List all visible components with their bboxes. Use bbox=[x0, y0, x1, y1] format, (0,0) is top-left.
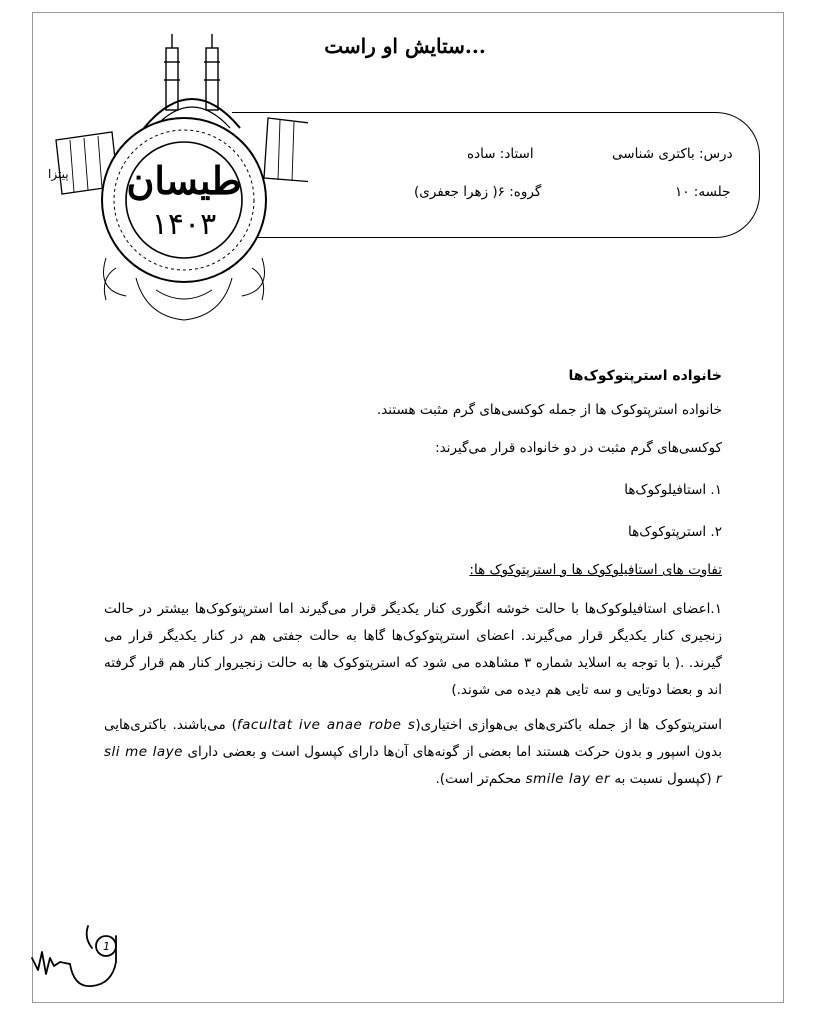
course-name: درس: باکتری شناسی bbox=[612, 146, 733, 162]
info-box bbox=[232, 112, 760, 238]
text-run: ) می‌باشند. باکتری‌هایی بدون اسپور و بدون حرکت هستند اما بعضی از گونه‌های آن‌ها دارای کپسول است و بعضی دارای bbox=[104, 717, 722, 760]
term-facultative: facultat ive anae robe s bbox=[236, 717, 416, 733]
session-number: جلسه: ۱۰ bbox=[675, 184, 731, 200]
paragraph-anaerobes bbox=[104, 712, 722, 793]
emblem-side-text: پیتزا bbox=[48, 167, 69, 181]
list-item: ۱. استافیلوکوک‌ها bbox=[624, 482, 722, 498]
emblem-title: طیسان bbox=[126, 158, 242, 203]
paragraph-intro: خانواده استرپتوکوک ها از جمله کوکسی‌های گرم مثبت هستند. bbox=[376, 402, 722, 418]
page-title: ستایش او راست... bbox=[324, 34, 486, 58]
paragraph-differences: ۱.اعضای استافیلوکوک‌ها با حالت خوشه انگوری کنار یکدیگر قرار می‌گیرند اما استرپتوکوک‌ها بیشتر در حالت زنجیری کنار یکدیگر قرار می‌گیرند. اعضای استرپتوکوک‌ها گاها به حالت جفتی هم در کنار یکدیگر قرار می گیرند. .( با توجه به اسلاید شماره ۳ مشاهده می شود که استرپتوکوک ها به حالت زنجیروار کنار هم قرار گرفته اند و بعضا دوتایی و سه تایی هم دیده می شوند.) bbox=[104, 601, 722, 698]
term-slime-layer: sli me laye r bbox=[104, 744, 722, 787]
subheading: تفاوت های استافیلوکوک ها و استرپتوکوک ها: bbox=[469, 562, 722, 578]
page-number: 1 bbox=[103, 940, 110, 953]
list-item: ۲. استرپتوکوک‌ها bbox=[628, 524, 722, 540]
stethoscope-icon bbox=[30, 918, 140, 998]
document-body bbox=[104, 360, 722, 793]
term-smile-layer: smile lay er bbox=[525, 771, 611, 787]
emblem-year: ۱۴۰۳ bbox=[151, 207, 217, 242]
group-info: گروه: ۶( زهرا جعفری) bbox=[414, 184, 542, 200]
paragraph-families: کوکسی‌های گرم مثبت در دو خانواده قرار می‌گیرند: bbox=[435, 440, 722, 456]
teacher-name: استاد: ساده bbox=[467, 146, 534, 162]
emblem-logo bbox=[36, 28, 308, 324]
text-run: استرپتوکوک ها از جمله باکتری‌های بی‌هوازی اختیاری( bbox=[415, 717, 722, 733]
text-run: (کپسول نسبت به bbox=[614, 771, 712, 787]
section-heading: خانواده استرپتوکوک‌ها bbox=[568, 368, 722, 384]
text-run: محکم‌تر است). bbox=[435, 771, 522, 787]
